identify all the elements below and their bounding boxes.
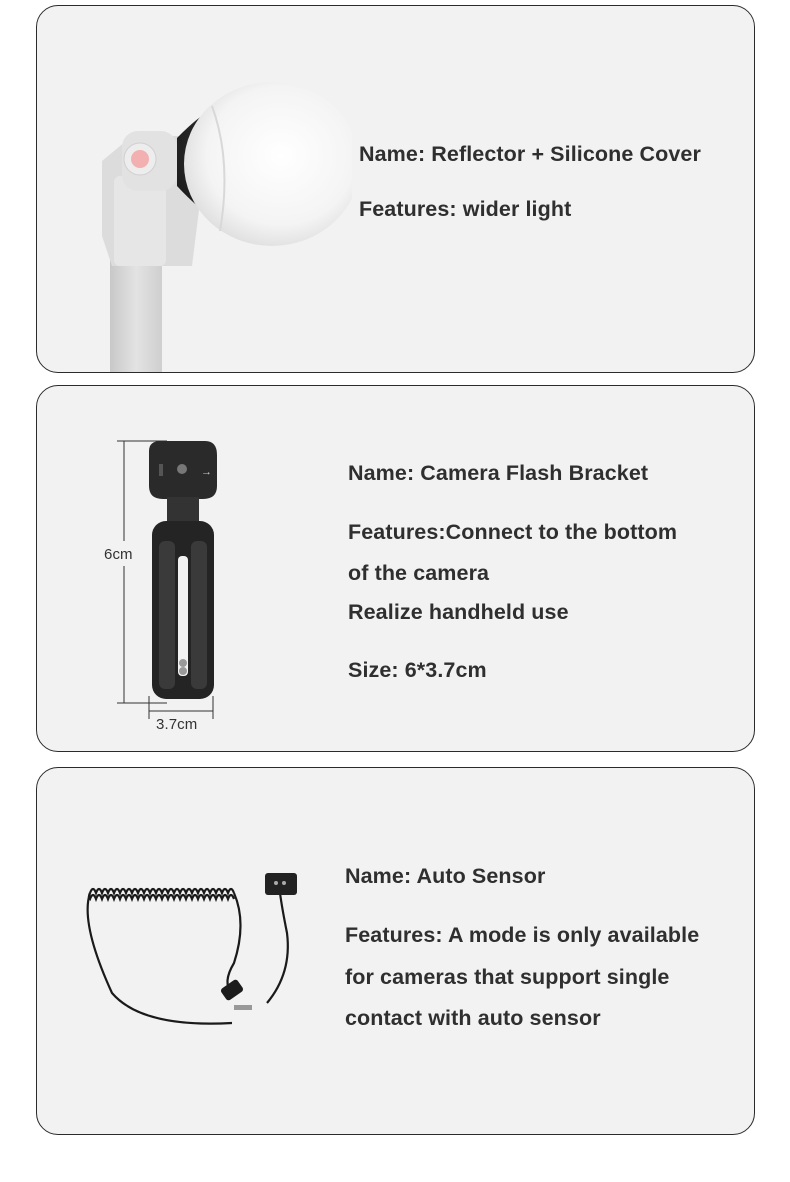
- reflector-image: [92, 66, 352, 373]
- product-card-sensor: [36, 767, 755, 1135]
- product-card-reflector: [36, 5, 755, 373]
- dimension-width-label: 3.7cm: [156, 716, 198, 733]
- product-features-line-1: Features: A mode is only available: [345, 923, 700, 947]
- product-card-bracket: [36, 385, 755, 752]
- product-features-line-1: Features:Connect to the bottom: [348, 520, 678, 544]
- product-features-line-2: for cameras that support single: [345, 965, 670, 989]
- product-name: Name: Auto Sensor: [345, 864, 546, 888]
- product-size: Size: 6*3.7cm: [348, 658, 487, 682]
- product-name: Name: Camera Flash Bracket: [348, 461, 649, 485]
- product-name: Name: Reflector + Silicone Cover: [359, 142, 701, 166]
- product-features-line-3: Realize handheld use: [348, 600, 569, 624]
- sensor-cable-image: [82, 863, 322, 1043]
- product-features-line-2: of the camera: [348, 561, 490, 585]
- svg-text:→: →: [201, 466, 212, 478]
- bracket-image: [97, 431, 237, 751]
- product-features: Features: wider light: [359, 197, 572, 221]
- dimension-height-label: 6cm: [104, 546, 133, 563]
- product-features-line-3: contact with auto sensor: [345, 1006, 601, 1030]
